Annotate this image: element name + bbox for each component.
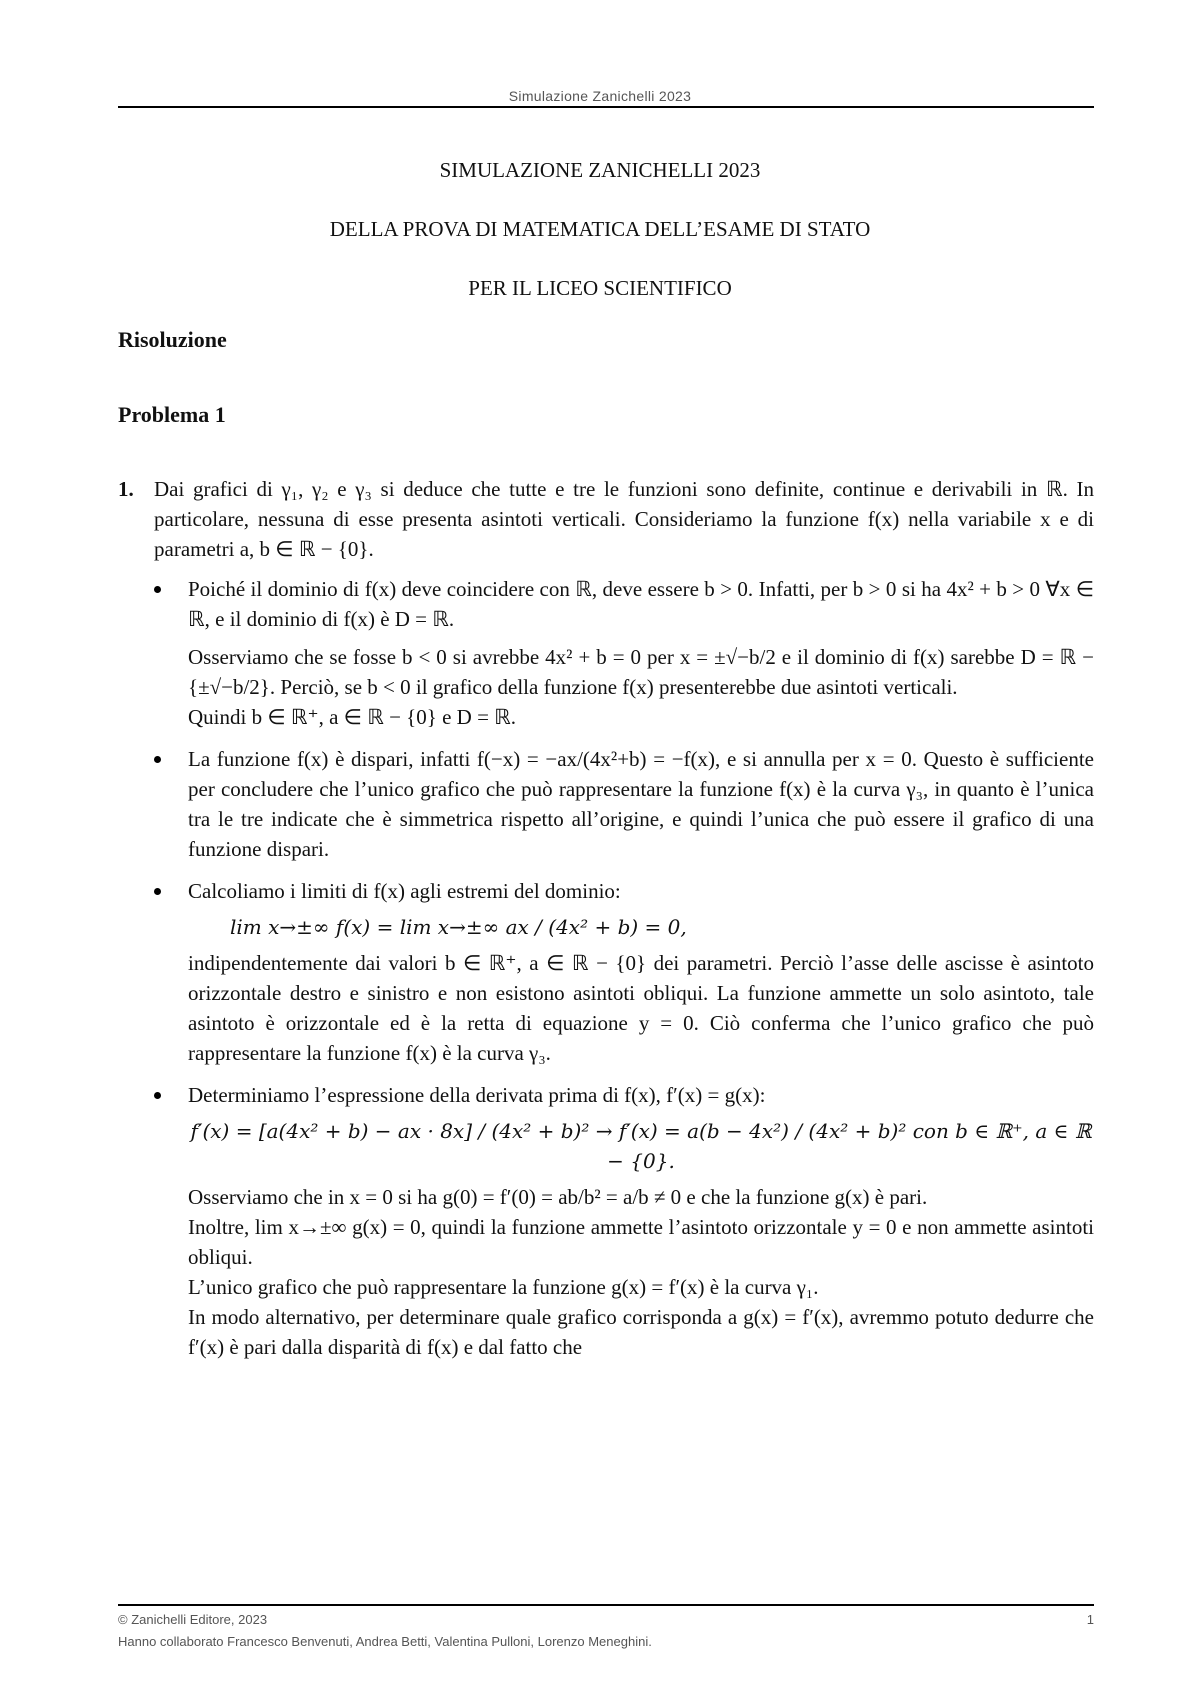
bullet-text: Quindi b ∈ ℝ⁺, a ∈ ℝ − {0} e D = ℝ. (188, 705, 517, 729)
item-number: 1. (118, 477, 134, 501)
bullet-text: In modo alternativo, per determinare quale grafico corrisponda a g(x) = f′(x), avremmo potuto dedurre che f′(x) è pari dalla disparità di f(x) e dal fatto che (188, 1305, 1094, 1359)
title-line-2: DELLA PROVA DI MATEMATICA DELL’ESAME DI STATO (329, 217, 871, 241)
footer-rule (118, 1604, 1094, 1606)
title-line-1: SIMULAZIONE ZANICHELLI 2023 (439, 158, 761, 182)
problem-content (118, 474, 1094, 1374)
title-line-3: PER IL LICEO SCIENTIFICO (468, 276, 732, 300)
bullet-domain (118, 574, 1094, 732)
section-problema-1: Problema 1 (118, 402, 226, 427)
item-intro: Dai grafici di γ₁, γ₂ e γ₃ si deduce che tutte e tre le funzioni sono definite, continue e derivabili in ℝ. In particolare, nessuna di esse presenta asintoti verticali. Consideriamo la funzione f(x) nella variabile x e di parametri a, b ∈ ℝ − {0}. (154, 477, 1094, 561)
item-1 (118, 474, 1094, 564)
bullet-text: Poiché il dominio di f(x) deve coincidere con ℝ, deve essere b > 0. Infatti, per b > 0 si ha 4x² + b > 0 ∀x ∈ ℝ, e il dominio di f(x) è D = ℝ. (188, 577, 1094, 631)
bullet-text: Determiniamo l’espressione della derivata prima di f(x), f′(x) = g(x): (188, 1083, 766, 1107)
derivative-formula: f′(x) = [a(4x² + b) − ax · 8x] / (4x² + b)² → f′(x) = a(b − 4x²) / (4x² + b)² con b ∈ ℝ⁺, a ∈ ℝ − {0}. (190, 1119, 1092, 1173)
running-header: Simulazione Zanichelli 2023 (508, 88, 692, 104)
footer-copyright: © Zanichelli Editore, 2023 (118, 1612, 268, 1627)
bullet-dot (154, 1092, 161, 1099)
section-risoluzione: Risoluzione (118, 327, 227, 352)
header-rule (118, 106, 1094, 108)
document-titles (0, 158, 1200, 301)
bullet-text: Inoltre, lim x→±∞ g(x) = 0, quindi la funzione ammette l’asintoto orizzontale y = 0 e non ammette asintoti obliqui. (188, 1215, 1094, 1269)
bullet-dot (154, 586, 161, 593)
bullet-text: L’unico grafico che può rappresentare la funzione g(x) = f′(x) è la curva γ₁. (188, 1275, 819, 1299)
bullet-text: Osserviamo che se fosse b < 0 si avrebbe 4x² + b = 0 per x = ±√−b/2 e il dominio di f(x) sarebbe D = ℝ − {±√−b/2}. Perciò, se b < 0 il grafico della funzione f(x) presenterebbe due asintoti verticali. (188, 645, 1094, 699)
footer-credits: Hanno collaborato Francesco Benvenuti, Andrea Betti, Valentina Pulloni, Lorenzo Meneghini. (118, 1634, 652, 1649)
bullet-list (118, 574, 1094, 1362)
bullet-text: La funzione f(x) è dispari, infatti f(−x) = −ax/(4x²+b) = −f(x), e si annulla per x = 0. Questo è sufficiente per concludere che l’unico grafico che può rappresentare la funzione f(x) è la curva γ₃, in quanto è l’unica tra le tre indicate che è simmetrica rispetto all’origine, e quindi l’unica che può essere il grafico di una funzione dispari. (188, 747, 1094, 861)
bullet-derivative (118, 1080, 1094, 1362)
bullet-dot (154, 888, 161, 895)
bullet-text: Calcoliamo i limiti di f(x) agli estremi del dominio: (188, 879, 621, 903)
bullet-odd-function (118, 744, 1094, 864)
bullet-text: Osserviamo che in x = 0 si ha g(0) = f′(0) = ab/b² = a/b ≠ 0 e che la funzione g(x) è pari. (188, 1185, 928, 1209)
bullet-limits (118, 876, 1094, 1068)
bullet-dot (154, 756, 161, 763)
bullet-text: indipendentemente dai valori b ∈ ℝ⁺, a ∈ ℝ − {0} dei parametri. Perciò l’asse delle ascisse è asintoto orizzontale destro e sinistro e non esistono asintoti obliqui. La funzione ammette un solo asintoto, tale asintoto è orizzontale ed è la retta di equazione y = 0. Ciò conferma che l’unico grafico che può rappresentare la funzione f(x) è la curva γ₃. (188, 951, 1094, 1065)
page-number: 1 (1086, 1612, 1094, 1627)
limit-formula: lim x→±∞ f(x) = lim x→±∞ ax / (4x² + b) = 0, (230, 915, 687, 939)
